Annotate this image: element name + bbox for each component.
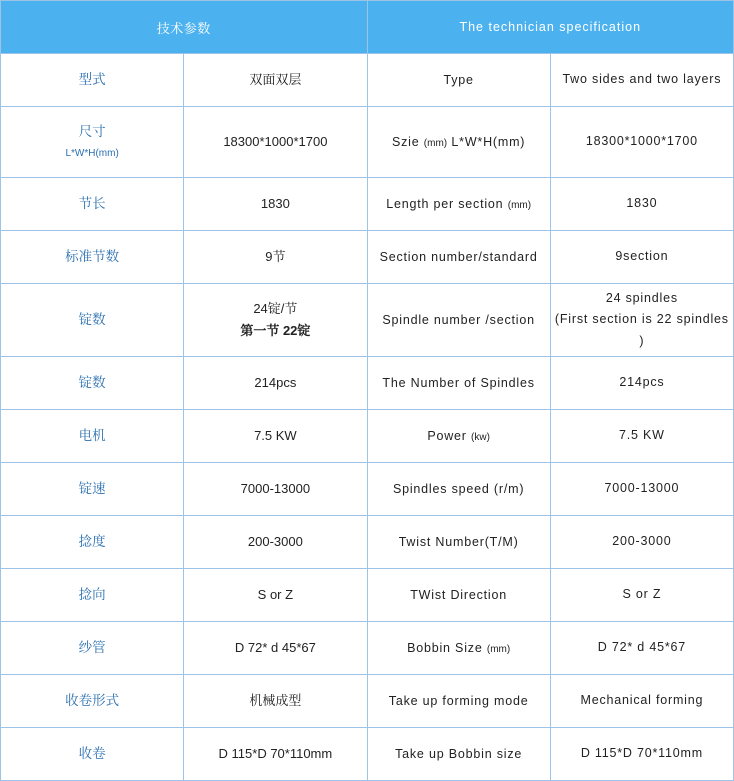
row-value-en: 9section <box>550 231 733 284</box>
row-value-cn: 9节 <box>184 231 367 284</box>
row-label-en: TWist Direction <box>367 568 550 621</box>
row-label-en-sub: (mm) <box>486 643 511 655</box>
row-value-cn: 18300*1000*1700 <box>184 107 367 178</box>
row-value-en: Two sides and two layers <box>550 54 733 107</box>
row-label-cn: 收卷形式 <box>1 674 184 727</box>
row-value-cn: 7000-13000 <box>184 462 367 515</box>
table-row <box>1 107 734 178</box>
table-row <box>1 568 734 621</box>
row-label-en: Take up Bobbin size <box>367 727 550 780</box>
row-label-cn: 捻度 <box>1 515 184 568</box>
row-label-cn-sub: L*W*H(mm) <box>65 148 119 159</box>
table-row <box>1 621 734 674</box>
table-row <box>1 727 734 780</box>
row-value-cn: 214pcs <box>184 356 367 409</box>
row-label-en-main: Power <box>427 428 467 443</box>
row-label-en: The Number of Spindles <box>367 356 550 409</box>
row-value-en: 7000-13000 <box>550 462 733 515</box>
row-label-en-main: Length per section <box>386 197 504 211</box>
row-label-cn <box>1 107 184 178</box>
table-row <box>1 409 734 462</box>
row-label-cn: 节长 <box>1 178 184 231</box>
row-label-en-sub: (mm) <box>423 138 448 149</box>
row-value-cn-line2: 第一节 22锭 <box>240 322 311 338</box>
row-label-en-main: Szie <box>391 135 420 149</box>
row-label-en-main: Bobbin Size <box>407 640 483 655</box>
row-label-cn: 型式 <box>1 54 184 107</box>
row-value-en <box>550 284 733 357</box>
row-label-cn-main: 尺寸 <box>78 124 106 140</box>
row-value-en: D 72* d 45*67 <box>550 621 733 674</box>
row-label-cn: 标准节数 <box>1 231 184 284</box>
row-label-en: Take up forming mode <box>367 674 550 727</box>
row-value-cn: D 72* d 45*67 <box>184 621 367 674</box>
row-value-cn: S or Z <box>184 568 367 621</box>
row-label-en <box>367 107 550 178</box>
row-label-cn: 电机 <box>1 409 184 462</box>
table-row <box>1 231 734 284</box>
header-cell-english: The technician specification <box>367 1 734 54</box>
row-label-cn: 锭数 <box>1 356 184 409</box>
row-label-en: Twist Number(T/M) <box>367 515 550 568</box>
row-value-cn: 200-3000 <box>184 515 367 568</box>
row-value-cn-line1: 24锭/节 <box>253 300 298 316</box>
row-value-cn: 双面双层 <box>184 54 367 107</box>
row-value-cn <box>184 284 367 357</box>
row-value-en: 1830 <box>550 178 733 231</box>
row-value-en: S or Z <box>550 568 733 621</box>
row-label-en <box>367 178 550 231</box>
row-label-en: Spindles speed (r/m) <box>367 462 550 515</box>
row-label-cn: 收卷 <box>1 727 184 780</box>
row-label-en <box>367 409 550 462</box>
row-value-en: Mechanical forming <box>550 674 733 727</box>
table-row <box>1 178 734 231</box>
row-value-en: D 115*D 70*110mm <box>550 727 733 780</box>
row-value-en: 18300*1000*1700 <box>550 107 733 178</box>
row-label-en-sub: (mm) <box>507 200 532 211</box>
row-label-cn: 锭速 <box>1 462 184 515</box>
row-label-cn: 锭数 <box>1 284 184 357</box>
table-row <box>1 462 734 515</box>
header-cell-chinese: 技术参数 <box>1 1 368 54</box>
row-label-en-sub: (kw) <box>471 431 490 443</box>
table-row <box>1 54 734 107</box>
table-header-row <box>1 1 734 54</box>
row-value-en-line2: (First section is 22 spindles ) <box>554 312 729 348</box>
row-value-en-line1: 24 spindles <box>605 291 678 305</box>
table-row <box>1 515 734 568</box>
row-value-cn: 1830 <box>184 178 367 231</box>
row-label-en: Type <box>367 54 550 107</box>
row-value-en: 7.5 KW <box>550 409 733 462</box>
row-value-cn: 7.5 KW <box>184 409 367 462</box>
row-label-en-tail: L*W*H(mm) <box>451 135 526 149</box>
row-value-en: 200-3000 <box>550 515 733 568</box>
row-label-cn: 捻向 <box>1 568 184 621</box>
row-value-en: 214pcs <box>550 356 733 409</box>
table-row <box>1 356 734 409</box>
table-row <box>1 284 734 357</box>
row-label-en <box>367 621 550 674</box>
row-label-en: Section number/standard <box>367 231 550 284</box>
row-label-cn: 纱管 <box>1 621 184 674</box>
row-value-cn: D 115*D 70*110mm <box>184 727 367 780</box>
table-row <box>1 674 734 727</box>
row-label-en: Spindle number /section <box>367 284 550 357</box>
row-value-cn: 机械成型 <box>184 674 367 727</box>
